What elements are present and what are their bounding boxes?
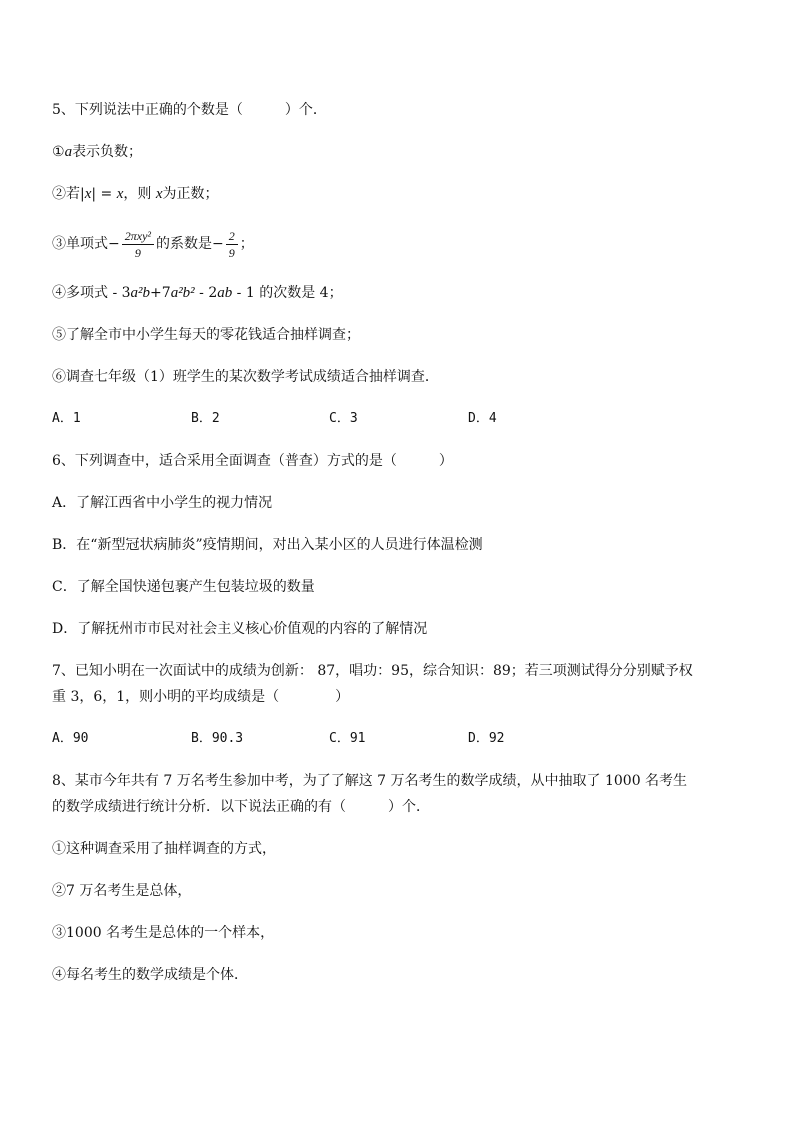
q5-statement-2-suffix: 为正数； — [162, 186, 219, 202]
q6-option-c[interactable]: C．了解全国快递包裹产生包装垃圾的数量 — [52, 579, 315, 595]
q5-statement-1-text: 表示负数； — [72, 144, 143, 160]
q7-options — [52, 729, 652, 749]
q7-option-c[interactable]: C．91 — [329, 731, 366, 746]
fraction-denominator: 9 — [134, 245, 141, 260]
q5-statement-3-suffix: ； — [239, 236, 254, 252]
q5-statement-1 — [52, 142, 142, 162]
q5-statement-6: ⑥调查七年级（1）班学生的某次数学考试成绩适合抽样调查． — [52, 369, 439, 385]
q7-option-b[interactable]: B．90.3 — [191, 731, 244, 746]
q5-statement-4-term2: a²b² — [170, 285, 195, 301]
q5-statement-5: ⑤了解全市中小学生每天的零花钱适合抽样调查； — [52, 327, 360, 343]
q5-statement-4-suffix: - 1 的次数是 4； — [232, 285, 343, 301]
q5-statement-3-mid: 的系数是− — [156, 236, 224, 252]
q5-option-a[interactable]: A．1 — [52, 411, 81, 426]
q5-statement-3-prefix: ③单项式− — [52, 236, 120, 252]
q6-option-d[interactable]: D．了解抚州市市民对社会主义核心价值观的内容的了解情况 — [52, 621, 428, 637]
q5-option-d[interactable]: D．4 — [468, 411, 497, 426]
fraction-numerator: 2 — [226, 229, 238, 245]
q6-option-b[interactable]: B．在“新型冠状病肺炎”疫情期间，对出入某小区的人员进行体温检测 — [52, 537, 483, 553]
q5-statement-4-mid1: +7 — [150, 285, 171, 301]
q8-stem-line-2: 的数学成绩进行统计分析．以下说法正确的有（ ）个． — [52, 799, 430, 815]
fraction-denominator: 9 — [228, 245, 235, 260]
q8-statement-1: ①这种调查采用了抽样调查的方式， — [52, 841, 276, 857]
q7-option-a[interactable]: A．90 — [52, 731, 89, 746]
q5-statement-3-fraction — [122, 229, 154, 260]
q5-statement-2-prefix: ②若| — [52, 186, 85, 202]
q5-option-c[interactable]: C．3 — [329, 411, 358, 426]
q8-statement-3: ③1000 名考生是总体的一个样本， — [52, 925, 275, 941]
q5-stem: 5、下列说法中正确的个数是（ ）个． — [52, 102, 327, 118]
q7-stem-line-2: 重 3，6，1，则小明的平均成绩是（ ） — [52, 689, 350, 705]
q5-statement-2-mid: | = — [91, 186, 117, 202]
q6-stem: 6、下列调查中，适合采用全面调查（普查）方式的是（ ） — [52, 453, 453, 469]
q5-option-b[interactable]: B．2 — [191, 411, 220, 426]
q5-statement-4-term3: ab — [217, 285, 233, 301]
q5-statement-2-var2: x — [116, 186, 124, 202]
fraction-numerator: 2πxy² — [122, 229, 154, 245]
q8-statement-4: ④每名考生的数学成绩是个体． — [52, 967, 248, 983]
q5-statement-1-variable: a — [64, 144, 73, 160]
q5-statement-4-mid2: - 2 — [194, 285, 218, 301]
q5-statement-4 — [52, 283, 343, 303]
q6-option-a[interactable]: A．了解江西省中小学生的视力情况 — [52, 495, 273, 511]
q5-statement-2-var1: x — [84, 186, 92, 202]
q5-statement-1-number: ① — [52, 144, 65, 160]
q5-statement-2 — [52, 184, 219, 204]
q5-statement-4-term1: a²b — [130, 285, 151, 301]
q7-stem-line-1: 7、已知小明在一次面试中的成绩为创新： 87，唱功：95，综合知识：89；若三项测试得分分别赋予权 — [52, 663, 693, 679]
q5-statement-2-var3: x — [155, 186, 163, 202]
q8-statement-2: ②7 万名考生是总体， — [52, 883, 192, 899]
q5-statement-3-coefficient-fraction — [226, 229, 238, 260]
q5-statement-2-mid2: ，则 — [123, 186, 156, 202]
q5-statement-4-prefix: ④多项式 - 3 — [52, 285, 131, 301]
q7-option-d[interactable]: D．92 — [468, 731, 505, 746]
q5-statement-3 — [52, 226, 254, 262]
q8-stem-line-1: 8、某市今年共有 7 万名考生参加中考，为了了解这 7 万名考生的数学成绩，从中抽取了 1000 名考生 — [52, 773, 688, 789]
q5-options — [52, 409, 652, 429]
